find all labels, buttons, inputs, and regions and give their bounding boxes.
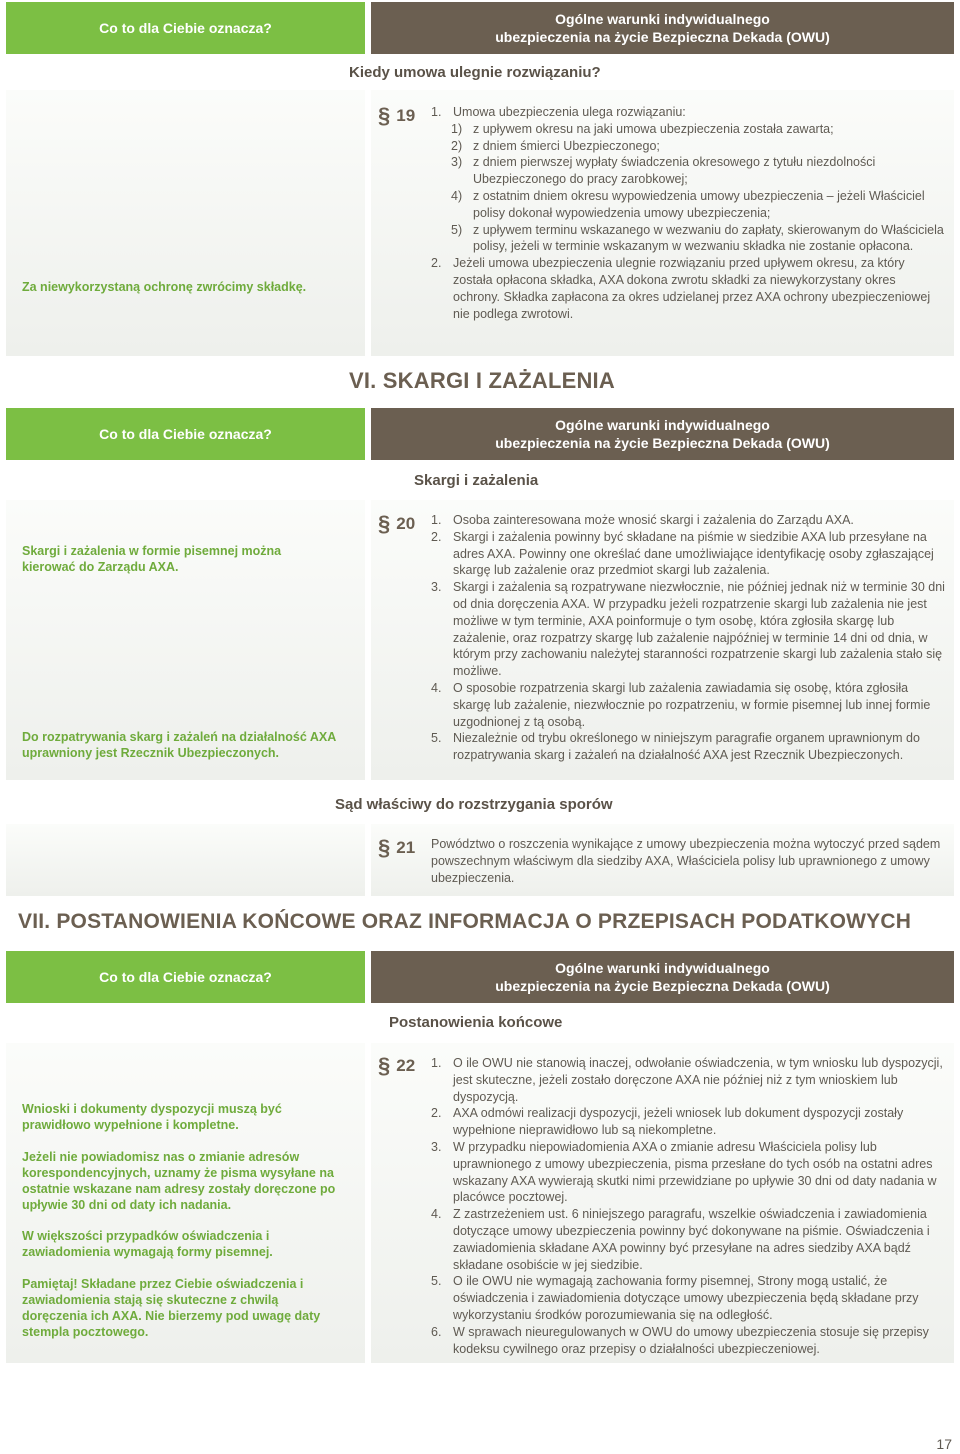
item-number: 4. [431, 1207, 442, 1222]
item-text: Jeżeli umowa ubezpieczenia ulegnie rozwiązaniu przed upływem okresu, za który została opłacona składka, AXA dokona zwrotu składki za niewykorzystany okres ochrony. Składka zapłacona za okres udzielanej przez AXA ochrony ubezpieczeniowej nie podlega zwrotowi. [453, 256, 931, 321]
item-text: AXA odmówi realizacji dyspozycji, jeżeli wniosek lub dokument dyspozycji zostały wypełnione nieprawidłowo lub są niekompletne. [453, 1106, 904, 1138]
item-number: 4) [451, 188, 463, 203]
header-owu-line2: ubezpieczenia na życie Bezpieczna Dekada (OWU) [495, 978, 830, 994]
list-item [431, 512, 946, 529]
header-owu-line2: ubezpieczenia na życie Bezpieczna Dekada (OWU) [495, 29, 830, 45]
list-item [431, 1273, 946, 1323]
list-item [431, 680, 946, 730]
subsection-title-court: Sąd właściwy do rozstrzygania sporów [335, 796, 613, 813]
list-item [431, 104, 946, 121]
item-number: 3. [431, 1139, 442, 1154]
item-text: z ostatnim dniem okresu wypowiedzenia umowy ubezpieczenia – jeżeli Właściciel polisy dokonał wypowiedzenia umowy ubezpieczenia; [473, 188, 925, 220]
item-text: Osoba zainteresowana może wnosić skargi i zażalenia do Zarządu AXA. [453, 513, 854, 527]
item-number: 5) [451, 222, 463, 237]
item-number: 1. [431, 513, 442, 527]
item-text: Skargi i zażalenia są rozpatrywane niezwłocznie, nie później jednak niż w terminie 30 dni od dnia doręczenia AXA. W przypadku jeżeli rozpatrzenie skargi lub zażalenia nie jest możliwe w tym terminie, AXA poinformuje o tym osobę, która zgłosiła skargę lub zażalenie, oraz rozpatrzy skargę lub zażalenie najpóźniej w terminie 14 dni od dnia, w którym przy zachowaniu należytej staranności rozpatrzenie skargi lub zażalenia stało się możliwe. [453, 580, 945, 679]
header-owu-line2: ubezpieczenia na życie Bezpieczna Dekada (OWU) [495, 435, 830, 451]
item-text: O ile OWU nie wymagają zachowania formy pisemnej, Strony mogą ustalić, że oświadczenia i zawiadomienia dotyczące umowy ubezpieczenia będą składane przy wykorzystaniu środków porozumiewania się na odległość. [453, 1274, 919, 1322]
header-owu-line1: Ogólne warunki indywidualnego [555, 11, 770, 27]
list-item [451, 138, 946, 155]
item-number: 2) [451, 138, 463, 153]
item-number: 6. [431, 1324, 442, 1339]
list-item [431, 1139, 946, 1206]
item-number: 3) [451, 155, 463, 170]
paragraph-21-number [378, 835, 415, 861]
item-text: Umowa ubezpieczenia ulega rozwiązaniu: [453, 105, 686, 119]
page-number: 17 [936, 1436, 952, 1452]
paragraph-19-body [431, 104, 946, 322]
list-item [431, 1055, 946, 1105]
paragraph-21-num: 21 [396, 838, 416, 857]
list-item [431, 1105, 946, 1139]
header-what-it-means [6, 951, 365, 1003]
item-text: Niezależnie od trybu określonego w niniejszym paragrafie organem uprawnionym do rozpatrywania skarg i zażaleń na działalność AXA jest Rzecznik Ubezpieczonych. [453, 731, 920, 763]
header-owu [371, 408, 954, 460]
list-item [451, 222, 946, 256]
note-ombudsman: Do rozpatrywania skarg i zażaleń na działalność AXA uprawniony jest Rzecznik Ubezpieczonych. [22, 730, 336, 760]
note-remember: Pamiętaj! Składane przez Ciebie oświadczenia i zawiadomienia stają się skuteczne z chwilą doręczenia ich AXA. Nie bierzemy pod uwagę daty stempla pocztowego. [22, 1277, 321, 1339]
paragraph-22-body [431, 1055, 946, 1357]
header-what-it-means-label: Co to dla Ciebie oznacza? [99, 969, 272, 985]
item-number: 2. [431, 256, 442, 271]
item-text: z dniem śmierci Ubezpieczonego; [473, 138, 660, 153]
paragraph-22-num: 22 [396, 1056, 416, 1075]
item-text: z upływem okresu na jaki umowa ubezpieczenia została zawarta; [473, 121, 834, 136]
item-number: 2. [431, 529, 442, 544]
note-address-change: Jeżeli nie powiadomisz nas o zmianie adresów korespondencyjnych, uznamy że pisma wysyłane na ostatnie wskazane nam adresy zostały doręczone po upływie 30 dni od daty ich nadania. [22, 1150, 336, 1212]
section-heading-final-provisions: VII. POSTANOWIENIA KOŃCOWE ORAZ INFORMACJA O PRZEPISACH PODATKOWYCH [18, 910, 912, 933]
header-what-it-means [6, 408, 365, 460]
header-what-it-means-label: Co to dla Ciebie oznacza? [99, 426, 272, 442]
item-text: z dniem pierwszej wypłaty świadczenia okresowego z tytułu niezdolności Ubezpieczonego do pracy zarobkowej; [473, 155, 876, 187]
note-documents-complete: Wnioski i dokumenty dyspozycji muszą być prawidłowo wypełnione i kompletne. [22, 1102, 282, 1132]
section-symbol-icon: § [378, 511, 391, 536]
item-text: Z zastrzeżeniem ust. 6 niniejszego paragrafu, wszelkie oświadczenia i zawiadomienia dotyczące umowy ubezpieczenia powinny być dokonywane na piśmie. Oświadczenia i zawiadomienia składane AXA powinny być przesyłane na adres siedziby AXA bądź składane osobiście w jej siedzibie. [453, 1207, 930, 1272]
paragraph-22-number [378, 1053, 415, 1079]
item-text: z upływem terminu wskazanego w wezwaniu do zapłaty, skierowanym do Właściciela polisy, jeżeli w terminie wskazanym w wezwaniu składka nie zostanie opłacona. [473, 222, 944, 254]
item-text: O sposobie rozpatrzenia skargi lub zażalenia zawiadamia się osobę, która zgłosiła skargę lub zażalenie, niezwłocznie po rozpatrzeniu, w formie pisemnej lub innej formie uzgodnionej z tą osobą. [453, 680, 931, 729]
paragraph-19-number [378, 103, 415, 129]
header-what-it-means-label: Co to dla Ciebie oznacza? [99, 20, 272, 36]
item-number: 5. [431, 1274, 442, 1289]
section-heading-complaints: VI. SKARGI I ZAŻALENIA [349, 368, 615, 393]
item-text: W przypadku niepowiadomienia AXA o zmianie adresu Właściciela polisy lub uprawnionego z umowy ubezpieczenia, pisma przesłane do tych osób na ostatni adres wskazany AXA wywierają skutki nimi przewidziane po upływie 30 dni od daty nadania w placówce pocztowej. [453, 1139, 937, 1205]
list-item [431, 529, 946, 579]
item-number: 1) [451, 121, 463, 136]
list-item [431, 1206, 946, 1273]
header-what-it-means [6, 2, 365, 54]
header-owu [371, 2, 954, 54]
item-number: 1. [431, 1056, 442, 1070]
item-number: 3. [431, 580, 442, 595]
list-item [431, 1324, 946, 1358]
note-complaints-written: Skargi i zażalenia w formie pisemnej można kierować do Zarządu AXA. [22, 544, 282, 574]
paragraph-20-body [431, 512, 946, 764]
list-item [431, 730, 946, 764]
header-owu-line1: Ogólne warunki indywidualnego [555, 417, 770, 433]
section-symbol-icon: § [378, 103, 391, 128]
item-number: 4. [431, 680, 442, 695]
paragraph-21-body: Powództwo o roszczenia wynikające z umowy ubezpieczenia można wytoczyć przed sądem powszechnym właściwym dla siedziby AXA, Właściciela polisy lub uprawnionego z umowy ubezpieczenia. [431, 837, 941, 885]
list-item [431, 579, 946, 680]
item-number: 5. [431, 731, 442, 746]
section-symbol-icon: § [378, 835, 391, 860]
item-number: 1. [431, 105, 442, 119]
paragraph-20-number [378, 511, 415, 537]
subsection-title-final: Postanowienia końcowe [389, 1014, 563, 1031]
item-text: W sprawach nieuregulowanych w OWU do umowy ubezpieczenia stosuje się przepisy kodeksu cywilnego oraz przepisy o działalności ubezpieczeniowej. [453, 1324, 929, 1356]
item-number: 2. [431, 1106, 442, 1121]
header-owu-line1: Ogólne warunki indywidualnego [555, 960, 770, 976]
list-item [451, 154, 946, 188]
item-text: Skargi i zażalenia powinny być składane na piśmie w siedzibie AXA lub przesyłane na adres AXA. Powinny one określać dane umożliwiające identyfikację osoby zgłaszającej skargę lub zażalenie oraz przedmiot skargi lub zażalenia. [453, 529, 934, 578]
note-written-form: W większości przypadków oświadczenia i zawiadomienia wymagają formy pisemnej. [22, 1229, 273, 1259]
section-symbol-icon: § [378, 1053, 391, 1078]
header-owu [371, 951, 954, 1003]
subsection-title-complaints: Skargi i zażalenia [414, 472, 539, 489]
list-item [431, 255, 946, 322]
list-item [451, 188, 946, 222]
paragraph-19-num: 19 [396, 106, 416, 125]
subsection-title-termination: Kiedy umowa ulegnie rozwiązaniu? [349, 64, 601, 81]
note-refund: Za niewykorzystaną ochronę zwrócimy składkę. [22, 280, 307, 294]
list-item [451, 121, 946, 138]
item-text: O ile OWU nie stanowią inaczej, odwołanie oświadczenia, w tym wniosku lub dyspozycji, jest skuteczne, jeżeli zostało doręczone AXA nie później niż z tym wnioskiem lub dyspozycją. [453, 1056, 943, 1104]
paragraph-20-num: 20 [396, 514, 416, 533]
left-panel-19 [6, 90, 365, 356]
left-panel-21 [6, 824, 365, 896]
